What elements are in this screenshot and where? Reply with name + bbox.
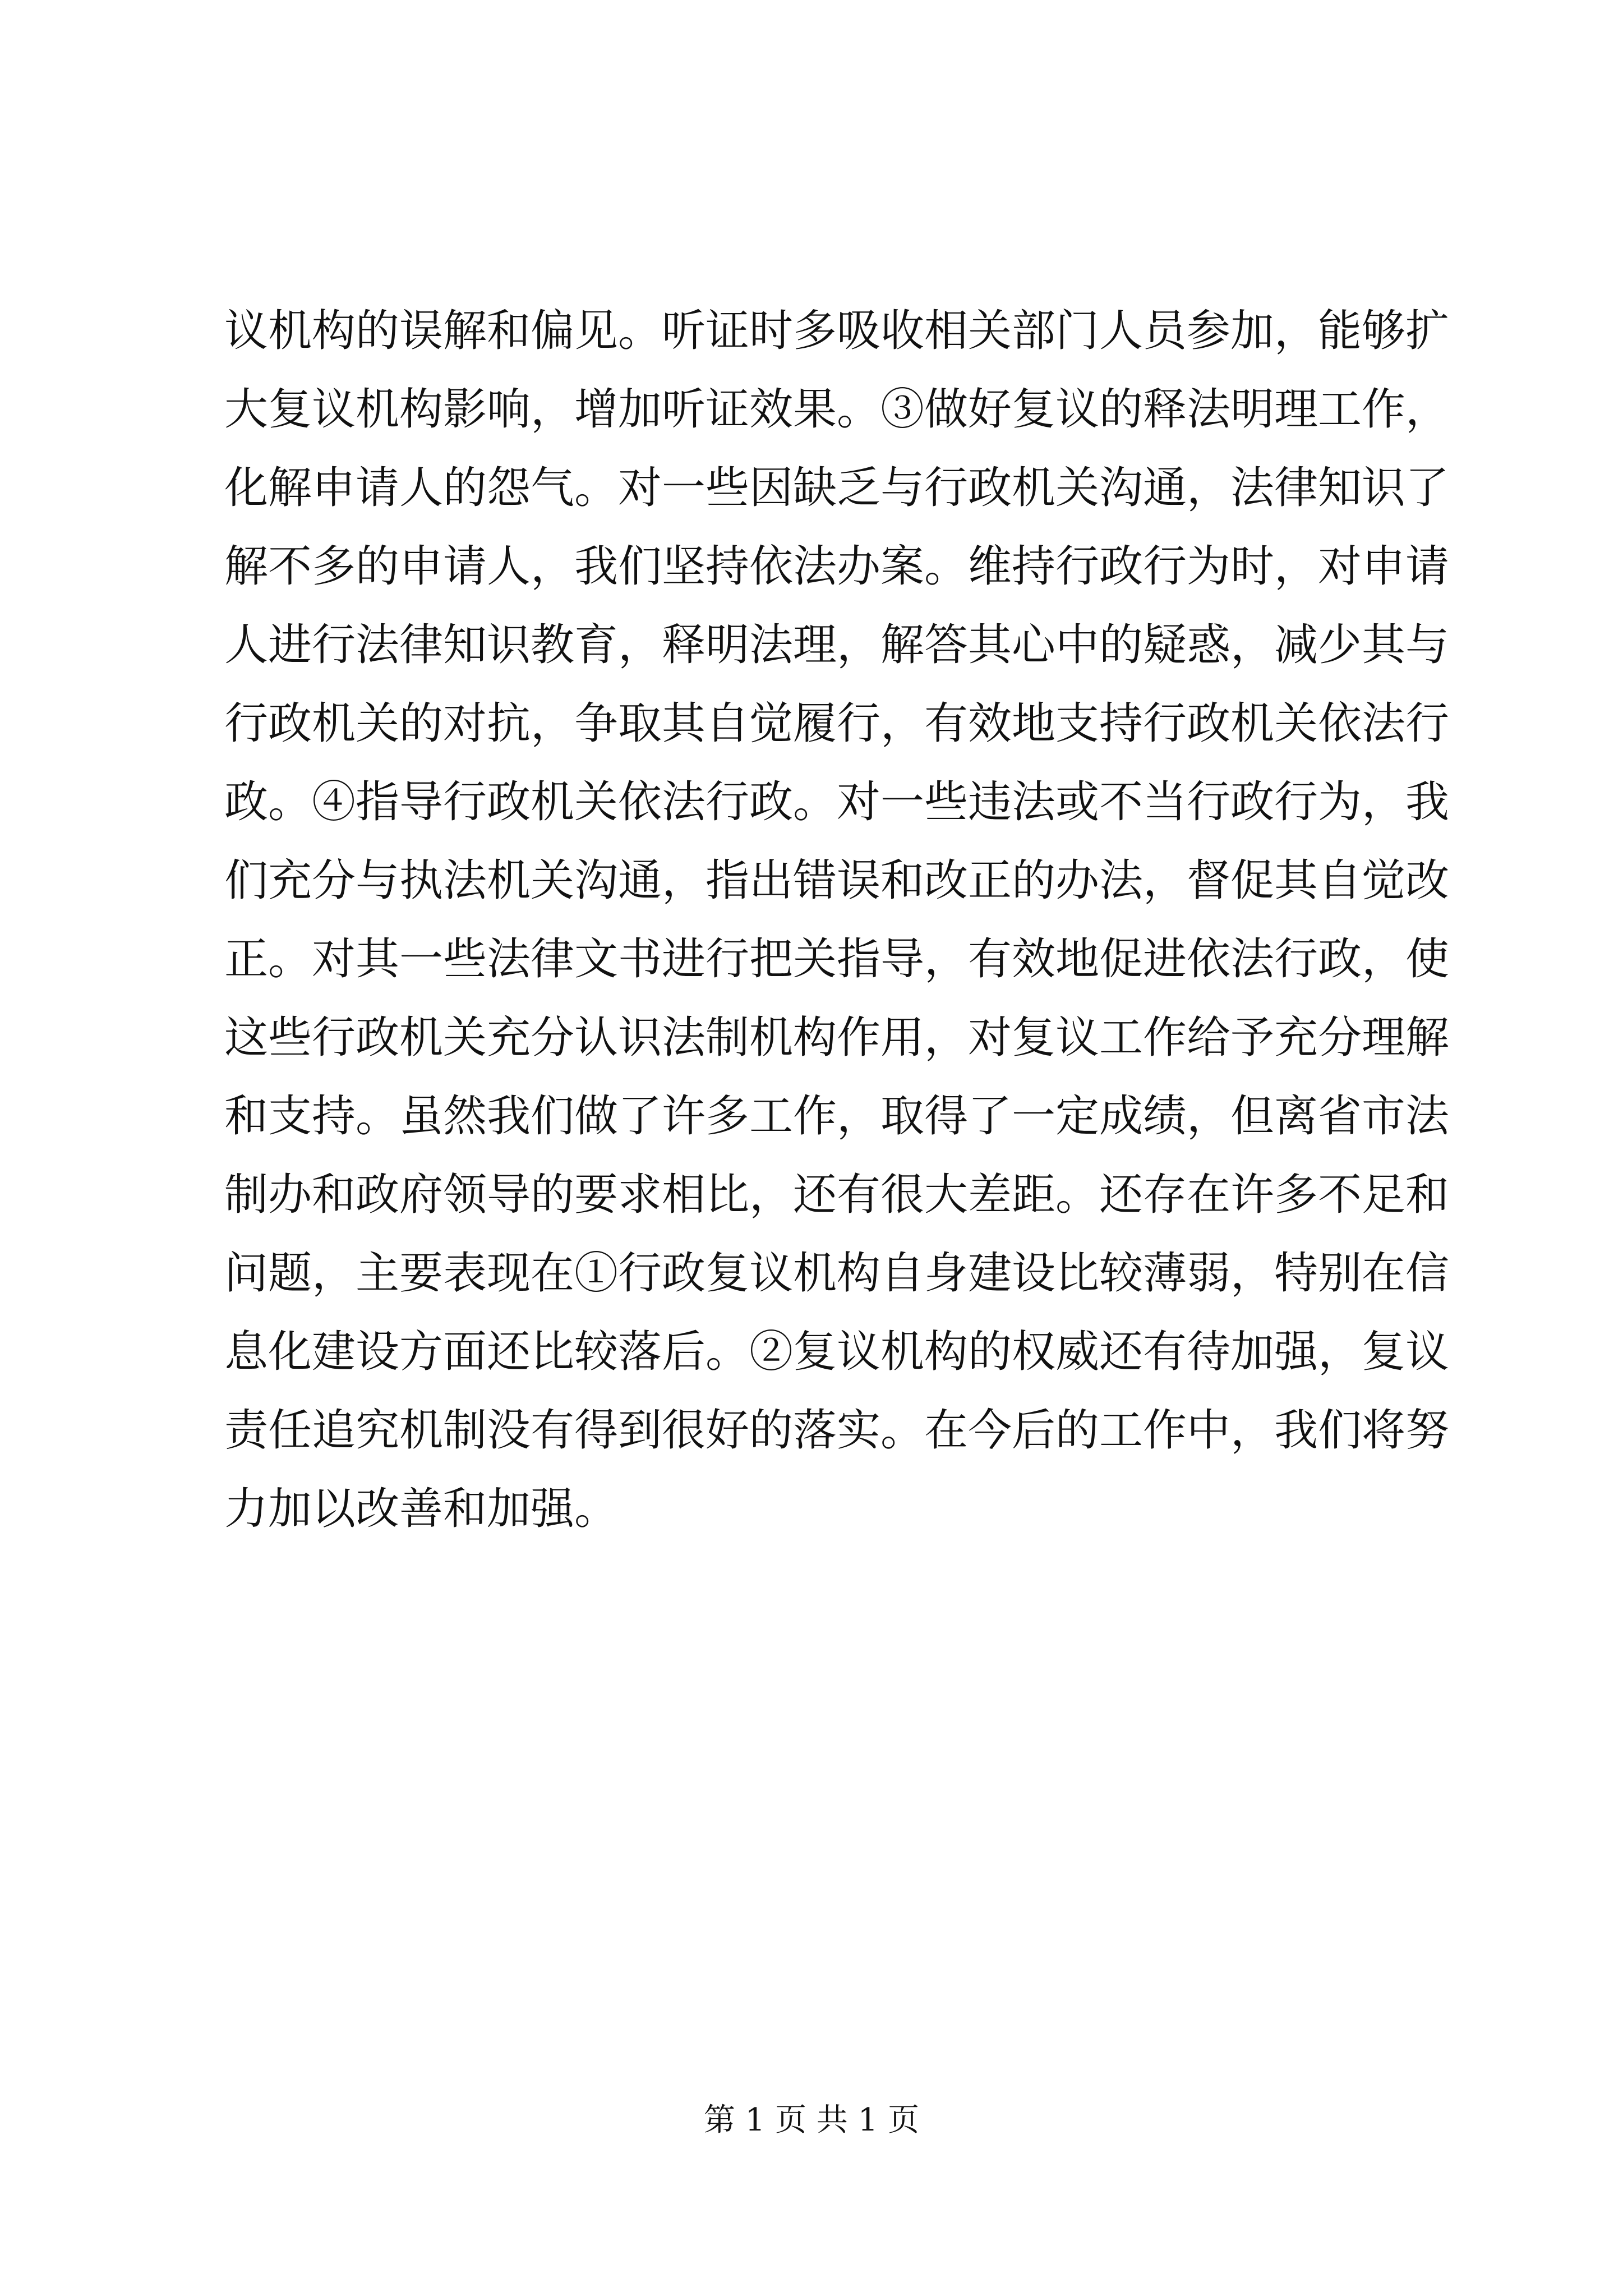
text-line: 制办和政府领导的要求相比，还有很大差距。还存在许多不足和 bbox=[224, 1170, 1450, 1220]
text-line: 议机构的误解和偏见。听证时多吸收相关部门人员参加，能够扩 bbox=[224, 306, 1450, 356]
text-line: 问题，主要表现在①行政复议机构自身建设比较薄弱，特别在信 bbox=[224, 1248, 1450, 1299]
text-line: 化解申请人的怨气。对一些因缺乏与行政机关沟通，法律知识了 bbox=[224, 463, 1450, 513]
text-line: 责任追究机制没有得到很好的落实。在今后的工作中，我们将努 bbox=[224, 1405, 1450, 1456]
text-line: 息化建设方面还比较落后。②复议机构的权威还有待加强，复议 bbox=[224, 1327, 1450, 1377]
body-paragraph bbox=[224, 292, 1450, 1548]
text-line: 大复议机构影响，增加听证效果。③做好复议的释法明理工作， bbox=[224, 384, 1450, 435]
text-line: 力加以改善和加强。 bbox=[224, 1484, 619, 1534]
text-line: 人进行法律知识教育，释明法理，解答其心中的疑惑，减少其与 bbox=[224, 620, 1450, 670]
text-line: 正。对其一些法律文书进行把关指导，有效地促进依法行政，使 bbox=[224, 934, 1450, 984]
text-line: 们充分与执法机关沟通，指出错误和改正的办法，督促其自觉改 bbox=[224, 855, 1450, 906]
text-line: 行政机关的对抗，争取其自觉履行，有效地支持行政机关依法行 bbox=[224, 698, 1450, 749]
page-footer: 第 1 页 共 1 页 bbox=[703, 2102, 920, 2138]
text-line: 和支持。虽然我们做了许多工作，取得了一定成绩，但离省市法 bbox=[224, 1091, 1450, 1142]
text-line: 政。④指导行政机关依法行政。对一些违法或不当行政行为，我 bbox=[224, 777, 1450, 827]
text-line: 这些行政机关充分认识法制机构作用，对复议工作给予充分理解 bbox=[224, 1013, 1450, 1063]
text-line: 解不多的申请人，我们坚持依法办案。维持行政行为时，对申请 bbox=[224, 541, 1450, 592]
